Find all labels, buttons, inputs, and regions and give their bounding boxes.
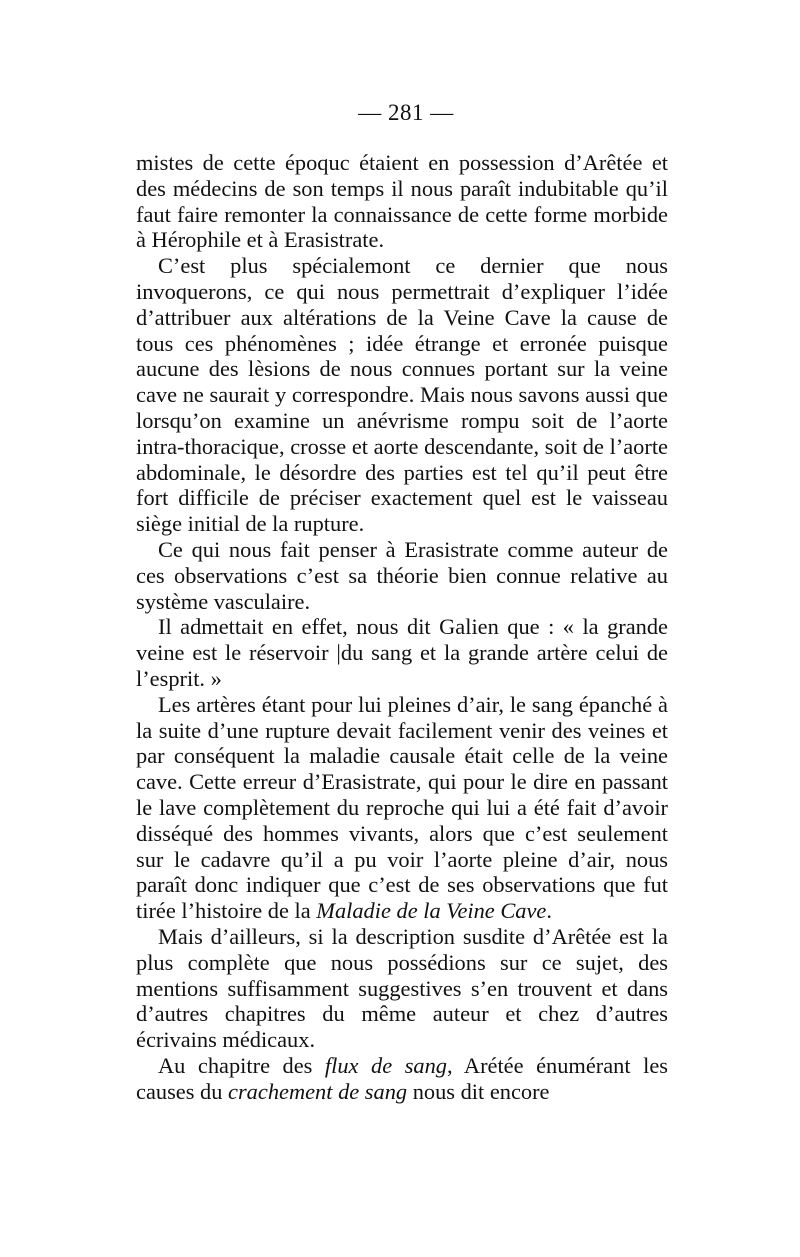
paragraph xyxy=(136,253,668,537)
text-run: Mais d’ailleurs, si la description susdite d’Arêtée est la plus complète que nous possédions sur ce sujet, des mentions suffisamment suggestives s’en trouvent et dans d’autres chapitres du même auteur et chez d’autres écrivains médicaux. xyxy=(136,923,668,1053)
text-run: Les artères étant pour lui pleines d’air, le sang épanché à la suite d’une rupture devait facilement venir des veines et par conséquent la maladie causale était celle de la veine cave. Cette erreur d’Erasistrate, qui pour le dire en passant le lave complètement du reproche qui lui a été fait d’avoir disséqué des hommes vivants, alors que c’est seulement sur le cadavre qu’il a pu voir l’aorte pleine d’air, nous paraît donc indiquer que c’est de ses observations que fut tirée l’histoire de la xyxy=(136,691,668,924)
text-run: Au chapitre des xyxy=(158,1052,325,1078)
paragraph xyxy=(136,1053,668,1105)
text-run: mistes de cette époquc étaient en possession d’Arêtée et des médecins de son temps il nous paraît indubitable qu’il faut faire remonter la connaissance de cette forme morbide à Hérophile et à Erasistrate. xyxy=(136,150,668,253)
paragraph xyxy=(136,924,668,1053)
paragraph xyxy=(136,692,668,924)
text-run: , Arétée énumérant les causes du xyxy=(136,1052,668,1104)
paragraph xyxy=(136,614,668,691)
text-run: Il admettait en effet, nous dit Galien que : « la grande veine est le réservoir |du sang et la grande artère celui de l’esprit. » xyxy=(136,614,668,691)
text-run: nous dit encore xyxy=(407,1078,550,1104)
text-run: Ce qui nous fait penser à Erasistrate comme auteur de ces observations c’est sa théorie bien connue relative au système vasculaire. xyxy=(136,536,668,614)
page-number: — 281 — xyxy=(358,100,454,125)
italic-text: flux de sang xyxy=(324,1052,447,1078)
paragraph xyxy=(136,537,668,614)
paragraph xyxy=(136,150,668,253)
italic-text: Maladie de la Veine Cave xyxy=(316,898,547,924)
italic-text: crachement de sang xyxy=(228,1078,408,1104)
body-text xyxy=(136,150,668,1104)
book-page xyxy=(136,100,668,1104)
text-run: . xyxy=(546,898,552,924)
text-run: C’est plus spécialemont ce dernier que nous invoquerons, ce qui nous permettrait d’expliquer l’idée d’attribuer aux altérations de la Veine Cave la cause de tous ces phénomènes ; idée étrange et erronée puisque aucune des lèsions de nous connues portant sur la veine cave ne saurait y correspondre. Mais nous savons aussi que lorsqu’on examine un anévrisme rompu soit de l’aorte intra-thoracique, crosse et aorte descendante, soit de l’aorte abdominale, le désordre des parties est tel qu’il peut être fort difficile de préciser exactement quel est le vaisseau siège initial de la rupture. xyxy=(136,253,668,537)
